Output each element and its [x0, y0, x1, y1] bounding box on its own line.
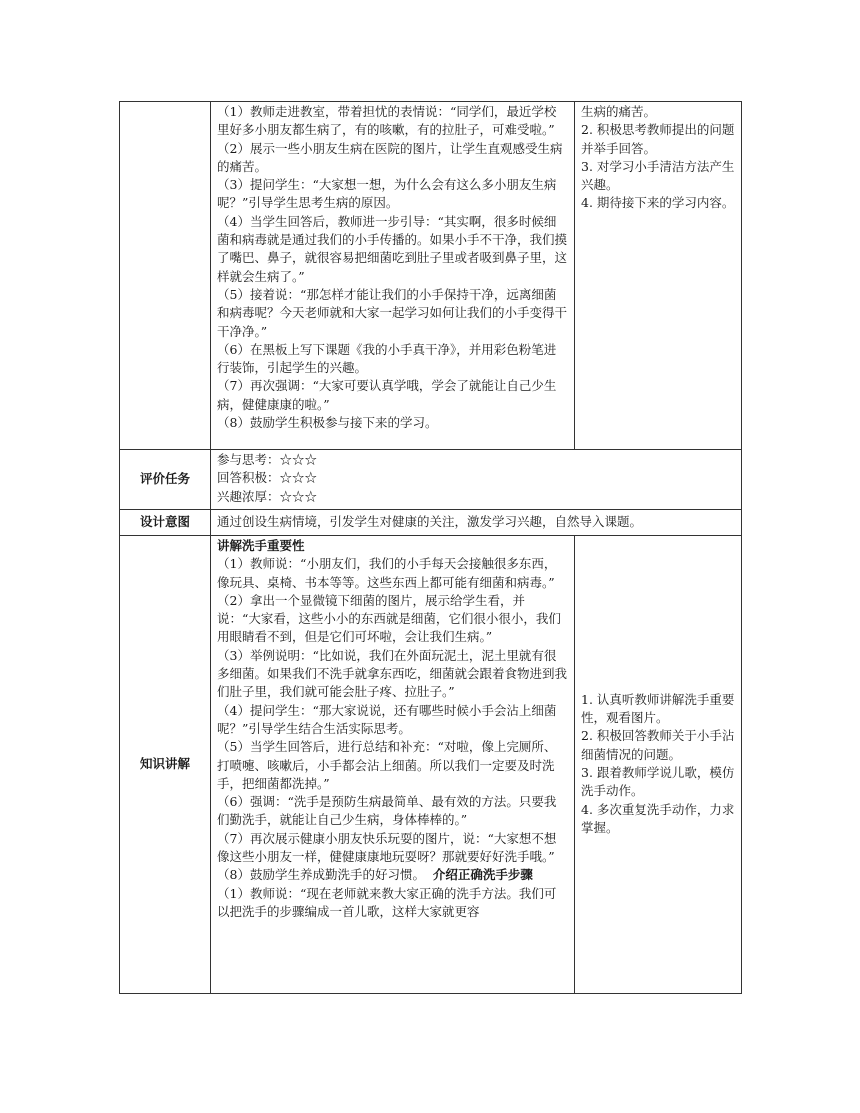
knowledge-step-7: （7）再次展示健康小朋友快乐玩耍的图片，说：“大家想不想像这些小朋友一样，健健康康地玩耍呀？那就要好好洗手哦。”	[217, 830, 557, 865]
knowledge-row	[120, 536, 742, 994]
intro-step-5: （5）接着说：“那怎样才能让我们的小手保持干净，远离细菌和病毒呢？今天老师就和大家一起学习如何让我们的小手变得干干净净。”	[217, 286, 568, 339]
intro-student-3: 3. 对学习小手清洁方法产生兴趣。	[581, 158, 735, 193]
evaluation-item-1: 参与思考：☆☆☆	[217, 452, 318, 467]
knowledge-step-1: （1）教师说：“小朋友们，我们的小手每天会接触很多东西，像玩具、桌椅、书本等等。这些东西上都可能有细菌和病毒。”	[217, 556, 557, 590]
intro-student-cell	[575, 102, 742, 450]
knowledge-step-8-line	[217, 866, 568, 884]
knowledge-student-2: 2. 积极回答教师关于小手沾细菌情况的问题。	[581, 728, 735, 762]
knowledge-step-9: （1）教师说：“现在老师就来教大家正确的洗手方法。我们可以把洗手的步骤编成一首儿歌，这样大家就更容	[217, 885, 557, 919]
lesson-plan-table	[119, 101, 742, 994]
knowledge-student-3: 3. 跟着教师学说儿歌，模仿洗手动作。	[581, 765, 735, 799]
intro-step-3: （3）提问学生：“大家想一想，为什么会有这么多小朋友生病呢？”引导学生思考生病的原因。	[217, 177, 557, 211]
knowledge-heading: 讲解洗手重要性	[217, 538, 305, 553]
intro-row	[120, 102, 742, 450]
intro-step-1: （1）教师走进教室，带着担忧的表情说：“同学们，最近学校里好多小朋友都生病了，有的咳嗽，有的拉肚子，可难受啦。”	[217, 104, 557, 138]
evaluation-label: 评价任务	[120, 450, 211, 510]
evaluation-item-2: 回答积极：☆☆☆	[217, 470, 318, 486]
design-text: 通过创设生病情境，引发学生对健康的关注，激发学习兴趣，自然导入课题。	[211, 510, 742, 536]
knowledge-activity-cell	[211, 536, 575, 994]
intro-student-2: 2. 积极思考教师提出的问题并举手回答。	[581, 122, 735, 156]
knowledge-label: 知识讲解	[120, 536, 211, 994]
evaluation-item-3: 兴趣浓厚：☆☆☆	[217, 488, 318, 504]
intro-step-7: （7）再次强调：“大家可要认真学哦，学会了就能让自己少生病，健健康康的啦。”	[217, 378, 557, 412]
evaluation-cell	[211, 450, 742, 510]
intro-step-4: （4）当学生回答后，教师进一步引导：“其实啊，很多时候细菌和病毒就是通过我们的小手传播的。如果小手不干净，我们摸了嘴巴、鼻子，就很容易把细菌吃到肚子里或者吸到鼻子里，这样就会生病了。”	[217, 213, 568, 284]
knowledge-step-4: （4）提问学生：“那大家说说，还有哪些时候小手会沾上细菌呢？”引导学生结合生活实际思考。	[217, 702, 557, 736]
knowledge-heading-2: 介绍正确洗手步骤	[432, 867, 533, 883]
intro-label	[120, 102, 211, 450]
evaluation-row	[120, 450, 742, 510]
knowledge-step-5: （5）当学生回答后，进行总结和补充：“对啦，像上完厕所、打喷嚏、咳嗽后，小手都会沾上细菌。所以我们一定要及时洗手，把细菌都洗掉。”	[217, 739, 557, 791]
knowledge-step-3: （3）举例说明：“比如说，我们在外面玩泥土，泥土里就有很多细菌。如果我们不洗手就拿东西吃，细菌就会跟着食物进到我们肚子里，我们就可能会肚子疼、拉肚子。”	[217, 647, 568, 700]
knowledge-step-6: （6）强调：“洗手是预防生病最简单、最有效的方法。只要我们勤洗手，就能让自己少生病，身体棒棒的。”	[217, 794, 557, 828]
knowledge-step-8: （8）鼓励学生养成勤洗手的好习惯。	[217, 867, 425, 883]
design-label: 设计意图	[120, 510, 211, 536]
knowledge-student-4: 4. 多次重复洗手动作，力求掌握。	[581, 801, 735, 835]
design-row	[120, 510, 742, 536]
intro-step-6: （6）在黑板上写下课题《我的小手真干净》，并用彩色粉笔进行装饰，引起学生的兴趣。	[217, 341, 557, 376]
intro-step-8: （8）鼓励学生积极参与接下来的学习。	[217, 415, 438, 431]
knowledge-student-cell	[575, 536, 742, 994]
knowledge-step-2: （2）拿出一个显微镜下细菌的图片，展示给学生看，并说：“大家看，这些小小的东西就是细菌，它们很小很小，我们用眼睛看不到，但是它们可坏啦，会让我们生病。”	[217, 592, 561, 645]
intro-step-2: （2）展示一些小朋友生病在医院的图片，让学生直观感受生病的痛苦。	[217, 140, 563, 174]
intro-student-4: 4. 期待接下来的学习内容。	[581, 195, 735, 211]
intro-student-1: 生病的痛苦。	[581, 104, 657, 119]
intro-activity-cell	[211, 102, 575, 450]
knowledge-student-1: 1. 认真听教师讲解洗手重要性，观看图片。	[581, 691, 735, 726]
